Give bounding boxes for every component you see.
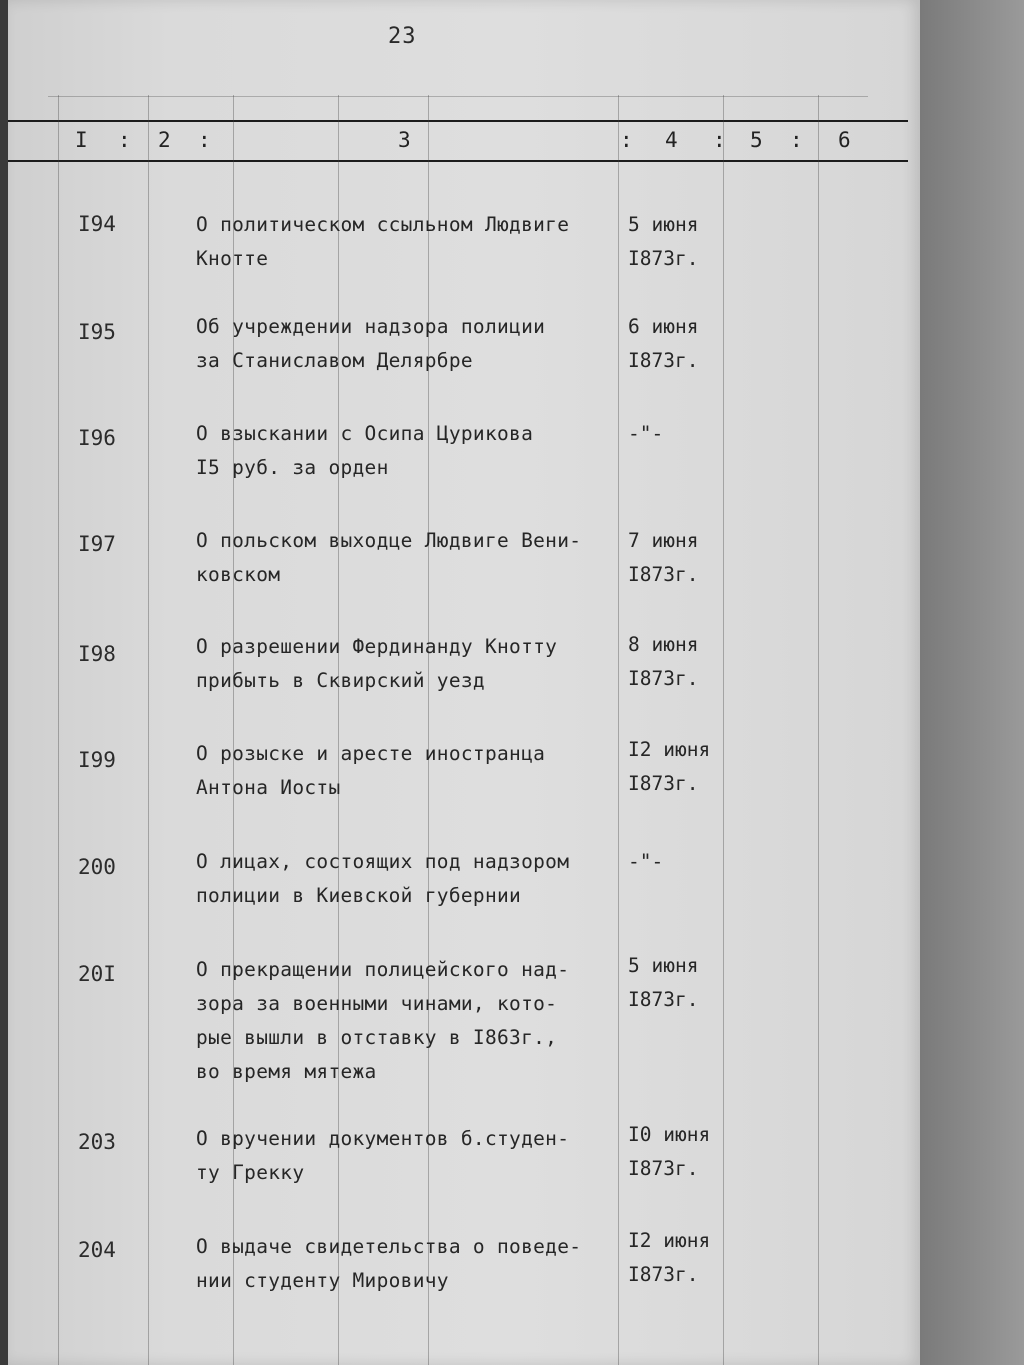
- faint-top-rule: [48, 96, 868, 97]
- record-title: Об учреждении надзора полиции за Станиславом Делярбре: [196, 315, 546, 372]
- header-col-5: 5: [750, 128, 763, 152]
- record-number: 203: [78, 1130, 116, 1154]
- record-number: 200: [78, 855, 116, 879]
- header-separator: :: [790, 128, 803, 152]
- record-title: О розыске и аресте иностранца Антона Иосты: [196, 742, 546, 799]
- record-date: 6 июня I873г.: [628, 315, 699, 372]
- record-date: -"-: [628, 422, 664, 445]
- record-date: -"-: [628, 850, 664, 873]
- header-col-3: 3: [398, 128, 411, 152]
- record-title: О лицах, состоящих под надзором полиции в Киевской губернии: [196, 850, 570, 907]
- record-number: I95: [78, 320, 116, 344]
- header-separator: :: [198, 128, 211, 152]
- header-col-6: 6: [838, 128, 851, 152]
- record-title: О взыскании с Осипа Цурикова I5 руб. за орден: [196, 422, 534, 479]
- header-separator: :: [118, 128, 131, 152]
- record-date: 7 июня I873г.: [628, 529, 699, 586]
- column-divider: [58, 95, 59, 1365]
- record-number: 20I: [78, 962, 116, 986]
- record-number: I94: [78, 212, 116, 236]
- record-date: I2 июня I873г.: [628, 738, 711, 795]
- record-title: О разрешении Фердинанду Кнотту прибыть в Сквирский уезд: [196, 635, 558, 692]
- column-divider: [148, 95, 149, 1365]
- document-page: [8, 0, 920, 1365]
- binding-edge: [0, 0, 8, 1365]
- header-separator: :: [620, 128, 633, 152]
- record-date: I0 июня I873г.: [628, 1123, 711, 1180]
- record-title: О выдаче свидетельства о поведе- нии студенту Мировичу: [196, 1235, 582, 1292]
- record-date: 5 июня I873г.: [628, 213, 699, 270]
- header-col-4: 4: [665, 128, 678, 152]
- record-title: О прекращении полицейского над- зора за военными чинами, кото- рые вышли в отставку в I863г., во время мятежа: [196, 958, 570, 1083]
- page-edge-background: [920, 0, 1024, 1365]
- record-number: I98: [78, 642, 116, 666]
- record-title: О польском выходце Людвиге Вени- ковском: [196, 529, 582, 586]
- record-date: I2 июня I873г.: [628, 1229, 711, 1286]
- record-title: О политическом ссыльном Людвиге Кнотте: [196, 213, 570, 270]
- page-number: 23: [388, 24, 417, 49]
- record-date: 8 июня I873г.: [628, 633, 699, 690]
- record-number: 204: [78, 1238, 116, 1262]
- header-bottom-rule: [8, 160, 908, 162]
- record-title: О вручении документов б.студен- ту Грекку: [196, 1127, 570, 1184]
- record-number: I97: [78, 532, 116, 556]
- record-number: I99: [78, 748, 116, 772]
- header-col-1: I: [75, 128, 88, 152]
- record-number: I96: [78, 426, 116, 450]
- header-top-rule: [8, 120, 908, 122]
- column-divider: [818, 95, 819, 1365]
- record-date: 5 июня I873г.: [628, 954, 699, 1011]
- header-separator: :: [713, 128, 726, 152]
- header-col-2: 2: [158, 128, 171, 152]
